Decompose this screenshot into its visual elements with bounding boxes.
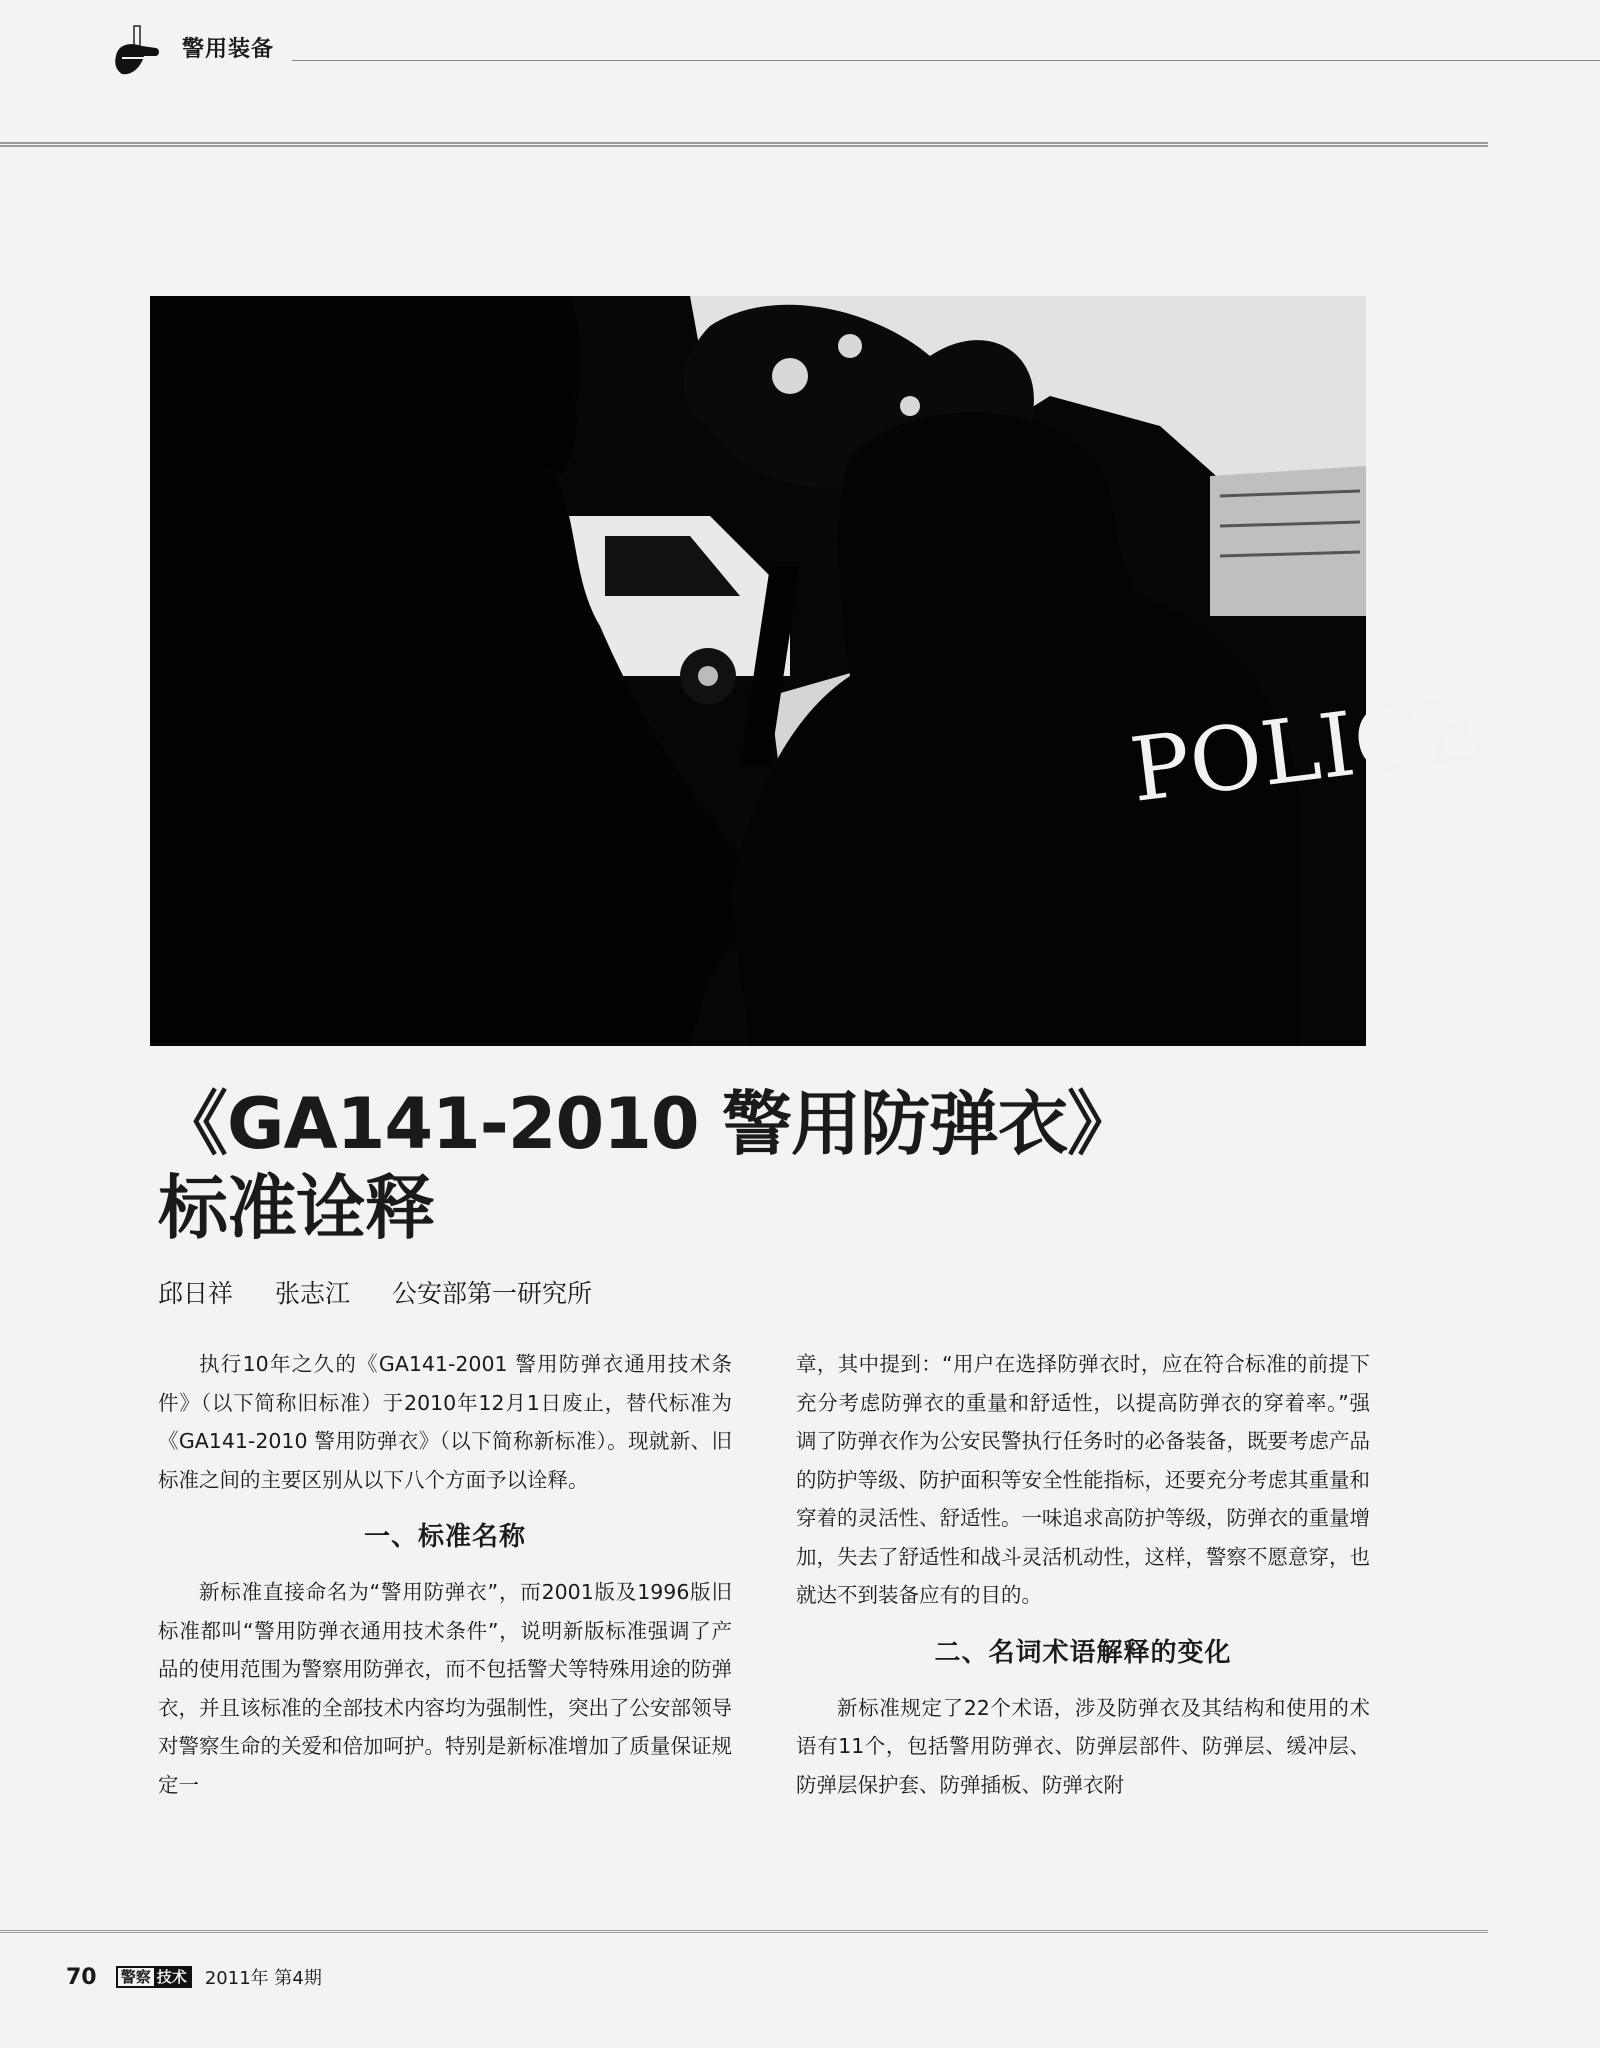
top-divider [0, 142, 1488, 147]
title-line-1: 《GA141-2010 警用防弹衣》 [158, 1083, 1136, 1165]
section-2-heading: 二、名词术语解释的变化 [934, 1637, 1232, 1668]
vest-police-text: POLICE [1125, 676, 1492, 822]
title-line-2: 标准诠释 [158, 1167, 434, 1249]
section-header [112, 18, 1488, 66]
author-1: 邱日祥 [158, 1279, 234, 1308]
issue-info: 2011年 第4期 [204, 1968, 322, 1989]
magazine-name-b: 技术 [154, 1968, 190, 1986]
page-number: 70 [66, 1964, 97, 1990]
hand-badge-icon [112, 22, 170, 80]
magazine-name-a: 警察 [118, 1968, 154, 1986]
page-footer [66, 1964, 322, 1998]
byline [158, 1274, 622, 1310]
magazine-logo [116, 1966, 192, 1988]
article-title [158, 1082, 1408, 1250]
body-column-right [796, 1345, 1370, 1804]
header-rule [292, 60, 1600, 61]
section-2-paragraph: 新标准规定了22个术语，涉及防弹衣及其结构和使用的术语有11个，包括警用防弹衣、防弹层部件、防弹层、缓冲层、防弹层保护套、防弹插板、防弹衣附 [796, 1695, 1370, 1797]
section-label: 警用装备 [182, 37, 275, 62]
section-1-continued: 章，其中提到：“用户在选择防弹衣时，应在符合标准的前提下充分考虑防弹衣的重量和舒适性，以提高防弹衣的穿着率。”强调了防弹衣作为公安民警执行任务时的必备装备，既要考虑产品的防护等级、防护面积等安全性能指标，还要充分考虑其重量和穿着的灵活性、舒适性。一味追求高防护等级，防弹衣的重量增加，失去了舒适性和战斗灵活机动性，这样，警察不愿意穿，也就达不到装备应有的目的。 [796, 1352, 1370, 1607]
affiliation: 公安部第一研究所 [391, 1279, 592, 1308]
police-silhouette-image [150, 296, 1492, 1046]
section-1-paragraph: 新标准直接命名为“警用防弹衣”，而2001版及1996版旧标准都叫“警用防弹衣通用技术条件”，说明新版标准强调了产品的使用范围为警察用防弹衣，而不包括警犬等特殊用途的防弹衣，并且该标准的全部技术内容均为强制性，突出了公安部领导对警察生命的关爱和倍加呵护。特别是新标准增加了质量保证规定一 [158, 1580, 732, 1797]
intro-paragraph: 执行10年之久的《GA141-2001 警用防弹衣通用技术条件》（以下简称旧标准）于2010年12月1日废止，替代标准为《GA141-2010 警用防弹衣》（以下简称新标准）。现就新、旧标准之间的主要区别从以下八个方面予以诠释。 [158, 1352, 732, 1492]
body-column-left [158, 1345, 732, 1804]
author-2: 张志江 [274, 1279, 350, 1308]
footer-divider [0, 1930, 1488, 1933]
hero-photo [150, 296, 1492, 1046]
section-1-heading: 一、标准名称 [363, 1522, 526, 1552]
